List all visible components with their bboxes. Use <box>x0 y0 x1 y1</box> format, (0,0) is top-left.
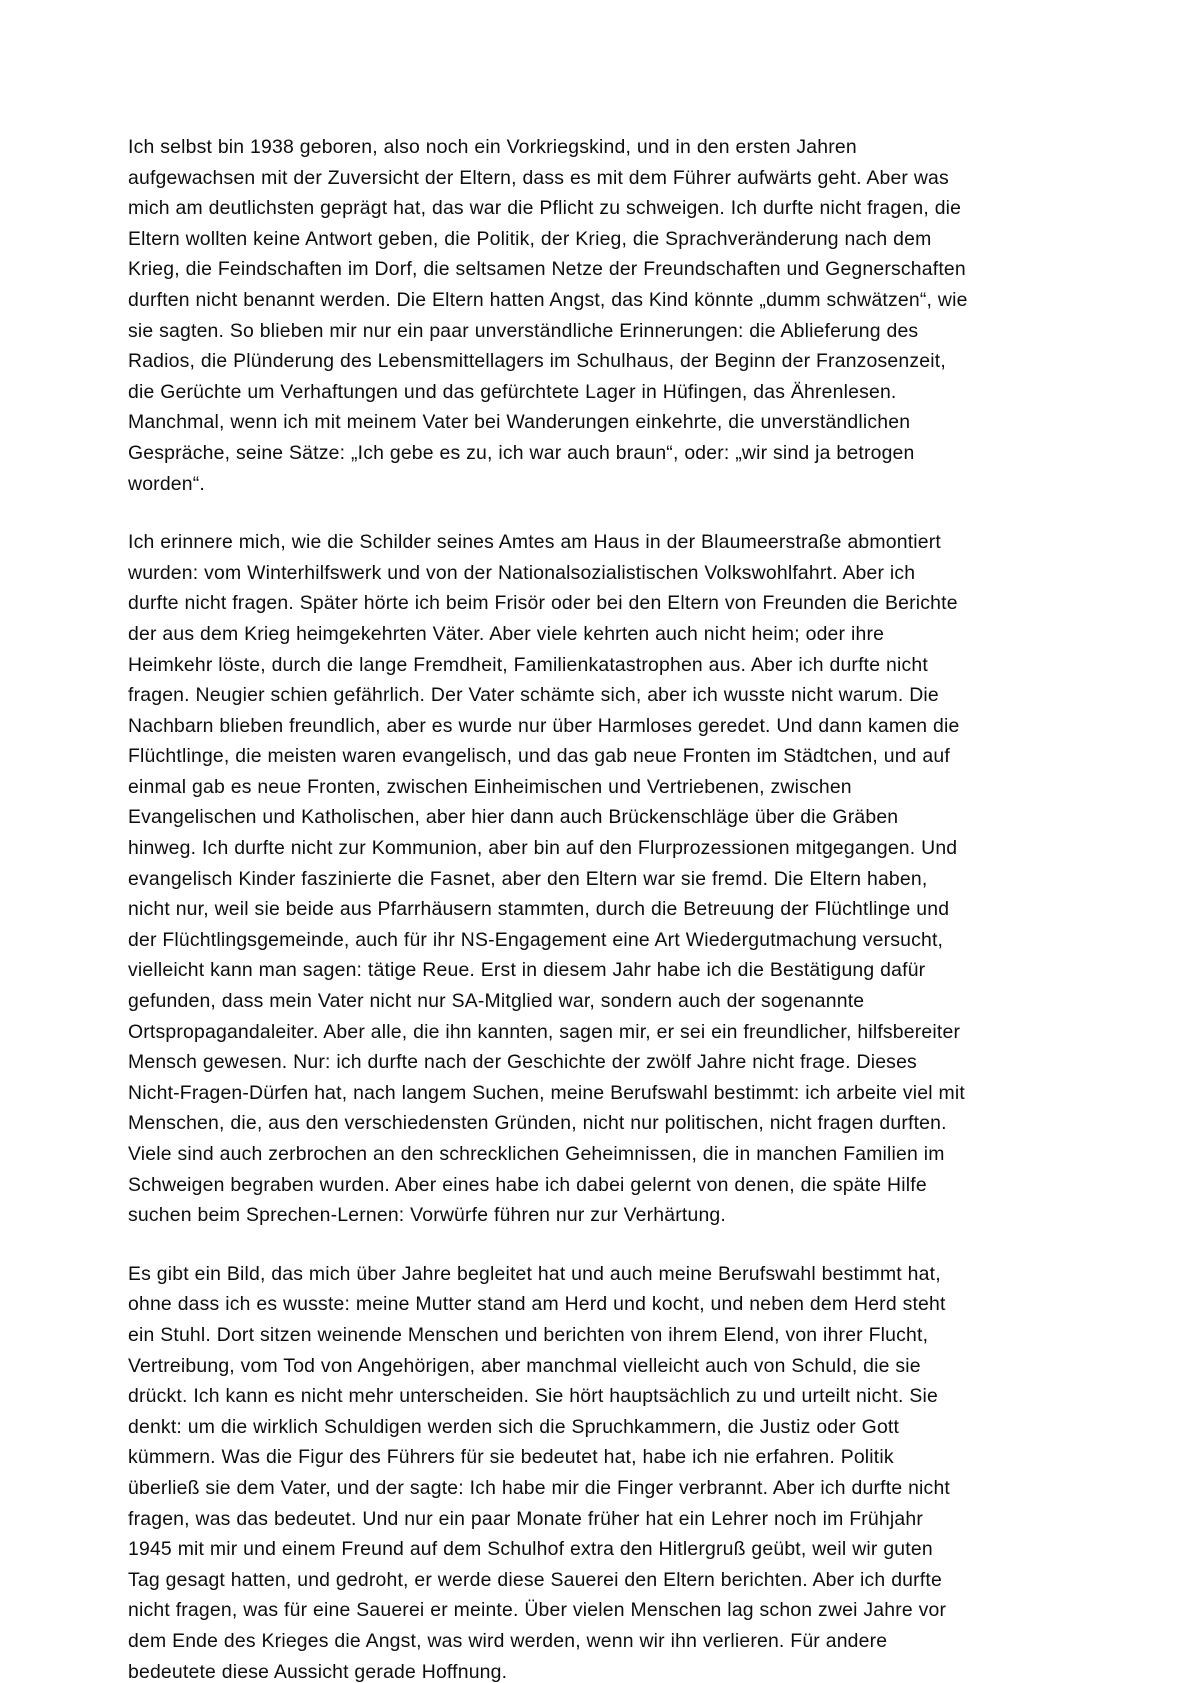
text-body <box>128 132 970 1683</box>
paragraph-3: Es gibt ein Bild, das mich über Jahre begleitet hat und auch meine Berufswahl bestimmt hat, ohne dass ich es wusste: meine Mutter stand am Herd und kocht, und neben dem Herd steht ein Stuhl. Dort sitzen weinende Menschen und berichten von ihrem Elend, von ihrer Flucht, Vertreibung, vom Tod von Angehörigen, aber manchmal vielleicht auch von Schuld, die sie drückt. Ich kann es nicht mehr unterscheiden. Sie hört hauptsächlich zu und urteilt nicht. Sie denkt: um die wirklich Schuldigen werden sich die Spruchkammern, die Justiz oder Gott kümmern. Was die Figur des Führers für sie bedeutet hat, habe ich nie erfahren. Politik überließ sie dem Vater, und der sagte: Ich habe mir die Finger verbrannt. Aber ich durfte nicht fragen, was das bedeutet. Und nur ein paar Monate früher hat ein Lehrer noch im Frühjahr 1945 mit mir und einem Freund auf dem Schulhof extra den Hitlergruß geübt, weil wir guten Tag gesagt hatten, und gedroht, er werde diese Sauerei den Eltern berichten. Aber ich durfte nicht fragen, was für eine Sauerei er meinte. Über vielen Menschen lag schon zwei Jahre vor dem Ende des Krieges die Angst, was wird werden, wenn wir ihn verlieren. Für andere bedeutete diese Aussicht gerade Hoffnung. <box>128 1262 951 1683</box>
paragraph-1: Ich selbst bin 1938 geboren, also noch ein Vorkriegskind, und in den ersten Jahren aufgewachsen mit der Zuversicht der Eltern, dass es mit dem Führer aufwärts geht. Aber was mich am deutlichsten geprägt hat, das war die Pflicht zu schweigen. Ich durfte nicht fragen, die Eltern wollten keine Antwort geben, die Politik, der Krieg, die Sprachveränderung nach dem Krieg, die Feindschaften im Dorf, die seltsamen Netze der Freundschaften und Gegnerschaften durften nicht benannt werden. Die Eltern hatten Angst, das Kind könnte „dumm schwätzen“, wie sie sagten. So blieben mir nur ein paar unverständliche Erinnerungen: die Ablieferung des Radios, die Plünderung des Lebensmittellagers im Schulhaus, der Beginn der Franzosenzeit, die Gerüchte um Verhaftungen und das gefürchtete Lager in Hüfingen, das Ährenlesen. Manchmal, wenn ich mit meinem Vater bei Wanderungen einkehrte, die unverständlichen Gespräche, seine Sätze: „Ich gebe es zu, ich war auch braun“, oder: „wir sind ja betrogen worden“. <box>128 136 968 495</box>
paragraph-2: Ich erinnere mich, wie die Schilder seines Amtes am Haus in der Blaumeerstraße abmontiert wurden: vom Winterhilfswerk und von der Nationalsozialistischen Volkswohlfahrt. Aber ich durfte nicht fragen. Später hörte ich beim Frisör oder bei den Eltern von Freunden die Berichte der aus dem Krieg heimgekehrten Väter. Aber viele kehrten auch nicht heim; oder ihre Heimkehr löste, durch die lange Fremdheit, Familienkatastrophen aus. Aber ich durfte nicht fragen. Neugier schien gefährlich. Der Vater schämte sich, aber ich wusste nicht warum. Die Nachbarn blieben freundlich, aber es wurde nur über Harmloses geredet. Und dann kamen die Flüchtlinge, die meisten waren evangelisch, und das gab neue Fronten im Städtchen, und auf einmal gab es neue Fronten, zwischen Einheimischen und Vertriebenen, zwischen Evangelischen und Katholischen, aber hier dann auch Brückenschläge über die Gräben hinweg. Ich durfte nicht zur Kommunion, aber bin auf den Flurprozessionen mitgegangen. Und evangelisch Kinder faszinierte die Fasnet, aber den Eltern war sie fremd. Die Eltern haben, nicht nur, weil sie beide aus Pfarrhäusern stammten, durch die Betreuung der Flüchtlinge und der Flüchtlingsgemeinde, auch für ihr NS-Engagement eine Art Wiedergutmachung versucht, vielleicht kann man sagen: tätige Reue. Erst in diesem Jahr habe ich die Bestätigung dafür gefunden, dass mein Vater nicht nur SA-Mitglied war, sondern auch der sogenannte Ortspropagandaleiter. Aber alle, die ihn kannten, sagen mir, er sei ein freundlicher, hilfsbereiter Mensch gewesen. Nur: ich durfte nach der Geschichte der zwölf Jahre nicht frage. Dieses Nicht-Fragen-Dürfen hat, nach langem Suchen, meine Berufswahl bestimmt: ich arbeite viel mit Menschen, die, aus den verschiedensten Gründen, nicht nur politischen, nicht fragen durften. Viele sind auch zerbrochen an den schrecklichen Geheimnissen, die in manchen Familien im Schweigen begraben wurden. Aber eines habe ich dabei gelernt von denen, die späte Hilfe suchen beim Sprechen-Lernen: Vorwürfe führen nur zur Verhärtung. <box>128 531 965 1227</box>
